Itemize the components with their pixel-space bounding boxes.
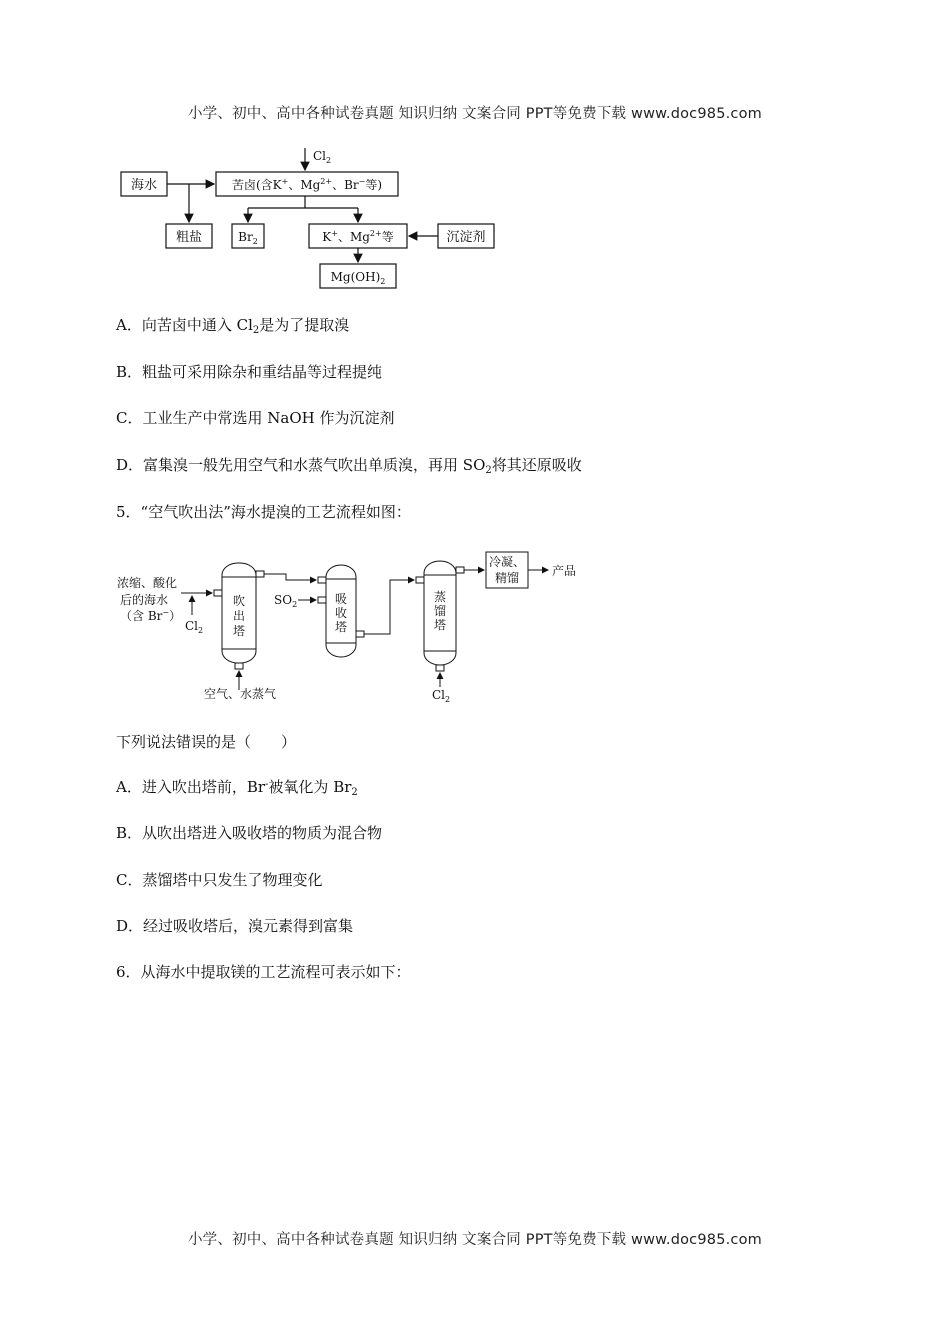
condense-line-1: 冷凝、 xyxy=(488,555,526,569)
tower-blowout-char-2: 出 xyxy=(232,609,246,623)
tower-absorb-char-2: 收 xyxy=(334,606,348,620)
cl2-label-feed: $Cl_2$ xyxy=(185,619,204,635)
tower-absorb-char-1: 吸 xyxy=(334,592,348,606)
brine-label: 苦卤(含K+、$Mg^{2+}$、Br−等) xyxy=(231,177,383,192)
cl2-label-top: $Cl_2$ xyxy=(313,149,332,165)
feed-line-2: 后的海水 xyxy=(120,593,169,607)
page-header: 小学、初中、高中各种试卷真题 知识归纳 文案合同 PPT等免费下载 www.doc985.com xyxy=(187,106,763,122)
tower-distill-char-1: 蒸 xyxy=(433,590,447,604)
tower-absorb-char-3: 塔 xyxy=(334,620,348,634)
tower-blowout-char-3: 塔 xyxy=(232,624,246,638)
q5-option-c: C．蒸馏塔中只发生了物理变化 xyxy=(116,871,323,889)
product-label: 产品 xyxy=(552,564,577,578)
q4-option-a: A．向苦卤中通入 $Cl_2$是为了提取溴 xyxy=(116,316,350,336)
feed-line-3: （含 Br−） xyxy=(120,608,182,623)
tower-distill-char-3: 塔 xyxy=(433,618,447,632)
q4-option-c: C．工业生产中常选用 NaOH 作为沉淀剂 xyxy=(116,409,395,427)
q5-stem: 5．“空气吹出法”海水提溴的工艺流程如图： xyxy=(116,503,411,521)
so2-label: $SO_2$ xyxy=(274,593,298,609)
kmg-label: K+、$Mg^{2+}$等 xyxy=(322,229,394,244)
q6-stem: 6．从海水中提取镁的工艺流程可表示如下： xyxy=(116,963,411,981)
q5-question: 下列说法错误的是（ ） xyxy=(116,733,297,751)
q4-option-b: B．粗盐可采用除杂和重结晶等过程提纯 xyxy=(116,363,383,381)
q4-option-d: D．富集溴一般先用空气和水蒸气吹出单质溴，再用 $SO_2$将其还原吸收 xyxy=(116,456,582,476)
tower-blowout-char-1: 吹 xyxy=(232,594,246,608)
q5-option-b: B．从吹出塔进入吸收塔的物质为混合物 xyxy=(116,824,383,842)
br2-label: $Br_2$ xyxy=(238,230,258,246)
air-steam-label: 空气、水蒸气 xyxy=(204,687,277,701)
seawater-label: 海水 xyxy=(130,178,158,193)
crude-salt-label: 粗盐 xyxy=(175,230,203,245)
page-footer: 小学、初中、高中各种试卷真题 知识归纳 文案合同 PPT等免费下载 www.doc985.com xyxy=(187,1232,763,1248)
q5-option-d: D．经过吸收塔后，溴元素得到富集 xyxy=(116,917,354,935)
q5-option-a: A．进入吹出塔前，Br-被氧化为 $Br_2$ xyxy=(116,778,358,798)
feed-line-1: 浓缩、酸化 xyxy=(117,576,178,590)
mgoh2-label: $Mg(OH)_2$ xyxy=(330,270,386,286)
cl2-label-bottom: $Cl_2$ xyxy=(432,688,451,704)
tower-distill-char-2: 馏 xyxy=(433,604,447,618)
precipitant-label: 沉淀剂 xyxy=(446,230,486,245)
condense-line-2: 精馏 xyxy=(494,571,520,585)
